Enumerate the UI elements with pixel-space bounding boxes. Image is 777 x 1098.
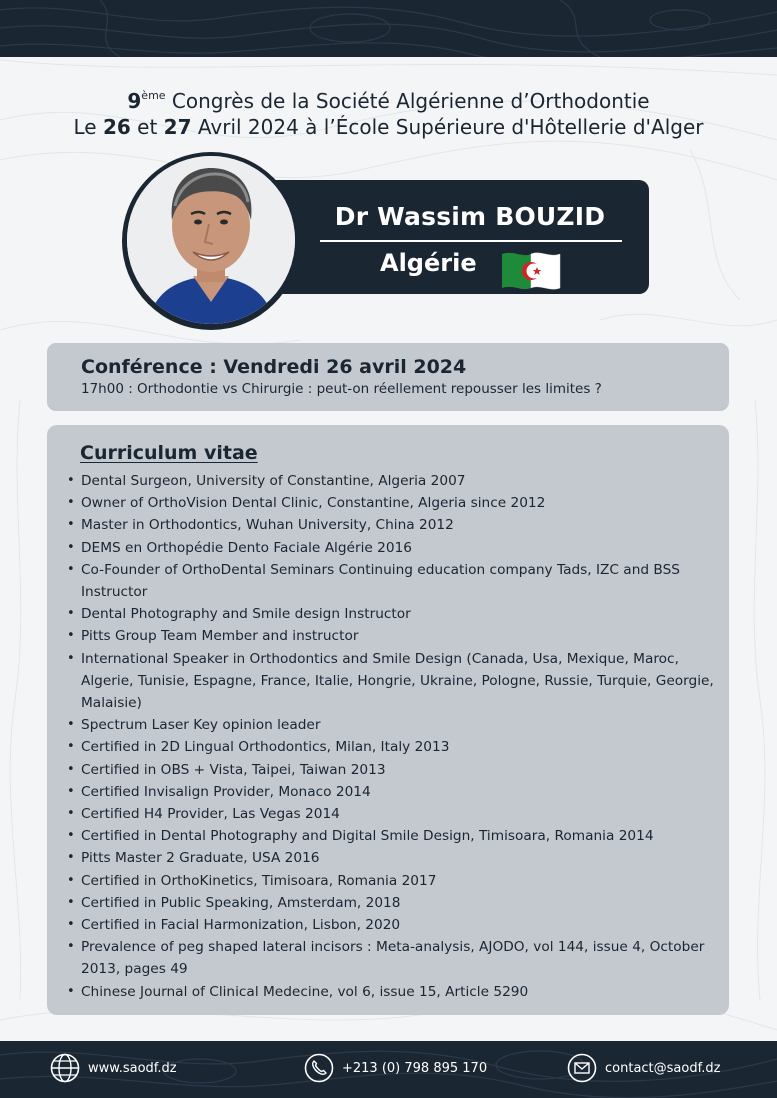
cv-item: • Pitts Group Team Member and instructor [67,625,717,647]
event-date-venue: Avril 2024 à l’École Supérieure d'Hôtellerie d'Alger [191,115,704,139]
event-title-line2 [0,114,777,140]
speaker-name-card [262,180,649,294]
globe-icon [50,1053,80,1083]
cv-item: • Chinese Journal of Clinical Medecine, vol 6, issue 15, Article 5290 [67,981,717,1003]
cv-item: • Pitts Master 2 Graduate, USA 2016 [67,847,717,869]
speaker-portrait [127,156,295,324]
event-title-line1-text: Congrès de la Société Algérienne d’Orthodontie [165,89,650,113]
cv-item: • Dental Surgeon, University of Constantine, Algeria 2007 [67,470,717,492]
cv-title: Curriculum vitae [80,442,258,464]
cv-item: • Owner of OrthoVision Dental Clinic, Constantine, Algeria since 2012 [67,492,717,514]
cv-item: • Certified in OrthoKinetics, Timisoara, Romania 2017 [67,870,717,892]
cv-item: • Co-Founder of OrthoDental Seminars Continuing education company Tads, IZC and BSS Instructor [67,559,717,603]
email-link[interactable]: contact@saodf.dz [605,1061,721,1076]
speaker-photo [127,156,295,324]
cv-item: • Prevalence of peg shaped lateral incisors : Meta-analysis, AJODO, vol 144, issue 4, October 2013, pages 49 [67,936,717,980]
cv-item: • Dental Photography and Smile design Instructor [67,603,717,625]
cv-item: • Spectrum Laser Key opinion leader [67,714,717,736]
conference-title: Conférence : Vendredi 26 avril 2024 [81,356,467,378]
conference-panel [47,343,729,411]
speaker-name: Dr Wassim BOUZID [334,202,606,231]
cv-item: • DEMS en Orthopédie Dento Faciale Algérie 2016 [67,537,717,559]
edition-suffix: ème [141,89,166,102]
event-date-conjunction: et [130,115,164,139]
cv-item: • Certified in OBS + Vista, Taipei, Taiwan 2013 [67,759,717,781]
top-banner [0,0,777,57]
cv-item: • Certified in 2D Lingual Orthodontics, Milan, Italy 2013 [67,736,717,758]
speaker-country: Algérie [380,249,477,277]
cv-item: • Certified in Dental Photography and Digital Smile Design, Timisoara, Romania 2014 [67,825,717,847]
phone-number[interactable]: +213 (0) 798 895 170 [342,1061,488,1076]
cv-item: • Certified in Public Speaking, Amsterdam, 2018 [67,892,717,914]
cv-item: • International Speaker in Orthodontics and Smile Design (Canada, Usa, Mexique, Maroc, Algerie, Tunisie, Espagne, France, Italie, Hongrie, Ukraine, Pologne, Russie, Turquie, Georgie, Malaisie) [67,648,717,715]
event-date-prefix: Le [73,115,103,139]
cv-panel [47,425,729,1015]
conference-subtitle: 17h00 : Orthodontie vs Chirurgie : peut-on réellement repousser les limites ? [81,381,602,397]
website-link[interactable]: www.saodf.dz [88,1061,177,1076]
edition-number: 9 [127,89,142,113]
algeria-flag-icon [500,250,562,290]
cv-list [67,470,717,1003]
top-banner-pattern [0,0,777,57]
cv-item: • Certified in Facial Harmonization, Lisbon, 2020 [67,914,717,936]
event-title [0,83,777,140]
cv-item: • Certified Invisalign Provider, Monaco 2014 [67,781,717,803]
event-title-line1 [0,83,777,114]
speaker-divider [320,240,622,242]
event-day-1: 26 [102,115,131,139]
event-day-2: 27 [163,115,192,139]
speaker-photo-frame [122,152,300,330]
mail-icon [567,1053,597,1083]
cv-item: • Certified H4 Provider, Las Vegas 2014 [67,803,717,825]
cv-item: • Master in Orthodontics, Wuhan University, China 2012 [67,514,717,536]
phone-icon [304,1053,334,1083]
